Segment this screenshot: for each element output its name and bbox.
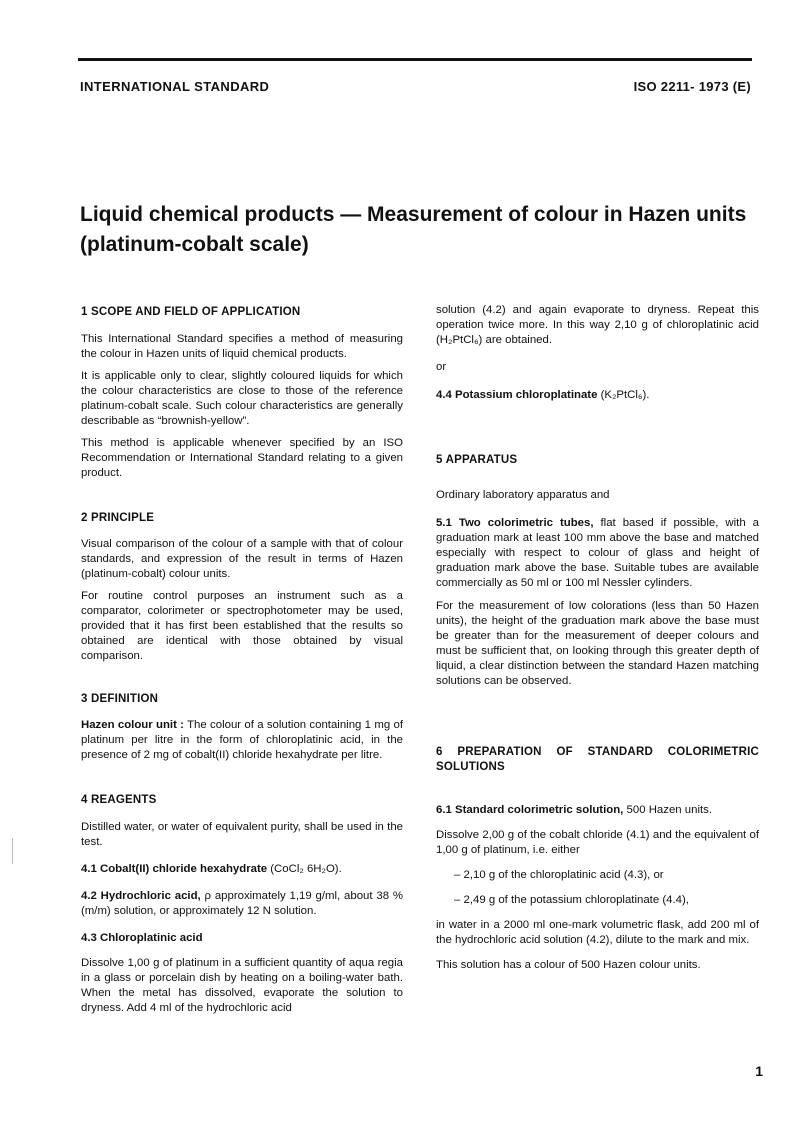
list-item: – 2,49 g of the potassium chloroplatinate (4.4), <box>454 894 689 906</box>
section-3-heading: 3 DEFINITION <box>81 693 159 705</box>
header-doc-type: INTERNATIONAL STANDARD <box>80 79 270 94</box>
reagent-4-3-continued: solution (4.2) and again evaporate to dryness. Repeat this operation twice more. In this way 2,10 g of chloroplatinic acid (H₂PtCl₆) are obtained. <box>436 304 759 346</box>
page-number: 1 <box>755 1063 763 1079</box>
solution-6-1-text: 500 Hazen units. <box>623 804 713 816</box>
section-6-heading: 6 PREPARATION OF STANDARD COLORIMETRIC SOLUTIONS <box>436 746 759 773</box>
scan-margin-mark <box>12 838 13 864</box>
page-title: Liquid chemical products — Measurement of colour in Hazen units (platinum-cobalt scale) <box>80 203 747 256</box>
section-6-paragraph: in water in a 2000 ml one-mark volumetric flask, add 200 ml of the hydrochloric acid solution (4.2), dilute to the mark and mix. <box>436 919 759 946</box>
section-6-paragraph: Dissolve 2,00 g of the cobalt chloride (4.1) and the equivalent of 1,00 g of platinum, i.e. either <box>436 829 759 856</box>
section-1-paragraph: It is applicable only to clear, slightly coloured liquids for which the colour characteristics are close to those of the reference platinum-cobalt scale. Such colour characteristics are generally describable as “brownish-yellow”. <box>81 370 403 427</box>
header-rule <box>78 58 752 61</box>
section-5-paragraph: Ordinary laboratory apparatus and <box>436 489 610 501</box>
or-text: or <box>436 361 447 373</box>
apparatus-5-1-label: 5.1 Two colorimetric tubes, <box>436 517 594 529</box>
definition-term: Hazen colour unit : <box>81 719 184 731</box>
section-5-paragraph: For the measurement of low colorations (less than 50 Hazen units), the height of the graduation mark above the base must be greater than for the measurement of deeper colours and must be sufficient that, on looking through this greater depth of liquid, a clear distinction between the standard Hazen matching solutions can be observed. <box>436 600 759 687</box>
section-5-heading: 5 APPARATUS <box>436 454 518 466</box>
definition-paragraph <box>81 718 403 763</box>
apparatus-5-1-text: flat based if possible, with a graduation mark at least 100 mm above the base and matched especially with respect to colour of glass and height of graduation mark above the base. Suitable tubes are available commercially as 50 ml or 100 ml Nessler cylinders. <box>436 517 759 589</box>
reagent-4-3-label: 4.3 Chloroplatinic acid <box>81 932 203 944</box>
section-1-paragraph: This method is applicable whenever specified by an ISO Recommendation or International Standard relating to a given product. <box>81 437 403 479</box>
section-2-heading: 2 PRINCIPLE <box>81 512 155 524</box>
reagent-4-2 <box>81 889 403 919</box>
reagent-4-1-formula: (CoCl₂ 6H₂O). <box>270 863 342 875</box>
reagent-4-2-label: 4.2 Hydrochloric acid, <box>81 890 201 902</box>
section-2-paragraph: For routine control purposes an instrument such as a comparator, colorimeter or spectrophotometer may be used, provided that it has first been established that the results so obtained are identical with those obtained by visual comparison. <box>81 590 403 662</box>
solution-6-1-label: 6.1 Standard colorimetric solution, <box>436 804 624 816</box>
reagent-4-1-label: 4.1 Cobalt(II) chloride hexahydrate <box>81 863 268 875</box>
reagent-4-4-formula: (K₂PtCl₆). <box>597 389 650 401</box>
section-4-heading: 4 REAGENTS <box>81 794 157 806</box>
header-standard-number: ISO 2211- 1973 (E) <box>633 79 751 94</box>
left-column <box>81 305 403 1016</box>
section-1-paragraph: This International Standard specifies a method of measuring the colour in Hazen units of liquid chemical products. <box>81 333 403 360</box>
reagent-4-2-text: ρ approximately 1,19 g/ml, about 38 % (m/m) solution, or approximately 12 N solution. <box>81 890 403 917</box>
reagent-4-4 <box>436 388 759 403</box>
list-item: – 2,10 g of the chloroplatinic acid (4.3), or <box>454 869 664 881</box>
definition-text: The colour of a solution containing 1 mg of platinum per litre in the form of chloroplatinic acid, in the presence of 2 mg of cobalt(II) chloride hexahydrate per litre. <box>81 719 403 761</box>
right-column <box>436 303 759 973</box>
apparatus-5-1 <box>436 516 759 591</box>
reagent-4-4-label: 4.4 Potassium chloroplatinate <box>436 389 598 401</box>
solution-6-1 <box>436 803 759 818</box>
section-4-paragraph: Distilled water, or water of equivalent purity, shall be used in the test. <box>81 821 403 848</box>
section-6-paragraph: This solution has a colour of 500 Hazen colour units. <box>436 959 701 971</box>
section-2-paragraph: Visual comparison of the colour of a sample with that of colour standards, and expression of the result in terms of Hazen (platinum-cobalt) colour units. <box>81 538 403 580</box>
reagent-4-3-text: Dissolve 1,00 g of platinum in a sufficient quantity of aqua regia in a glass or porcelain dish by heating on a boiling-water bath. When the metal has dissolved, evaporate the solution to dryness. Add 4 ml of the hydrochloric acid <box>81 957 403 1014</box>
section-1-heading: 1 SCOPE AND FIELD OF APPLICATION <box>81 306 301 318</box>
reagent-4-1 <box>81 862 403 877</box>
